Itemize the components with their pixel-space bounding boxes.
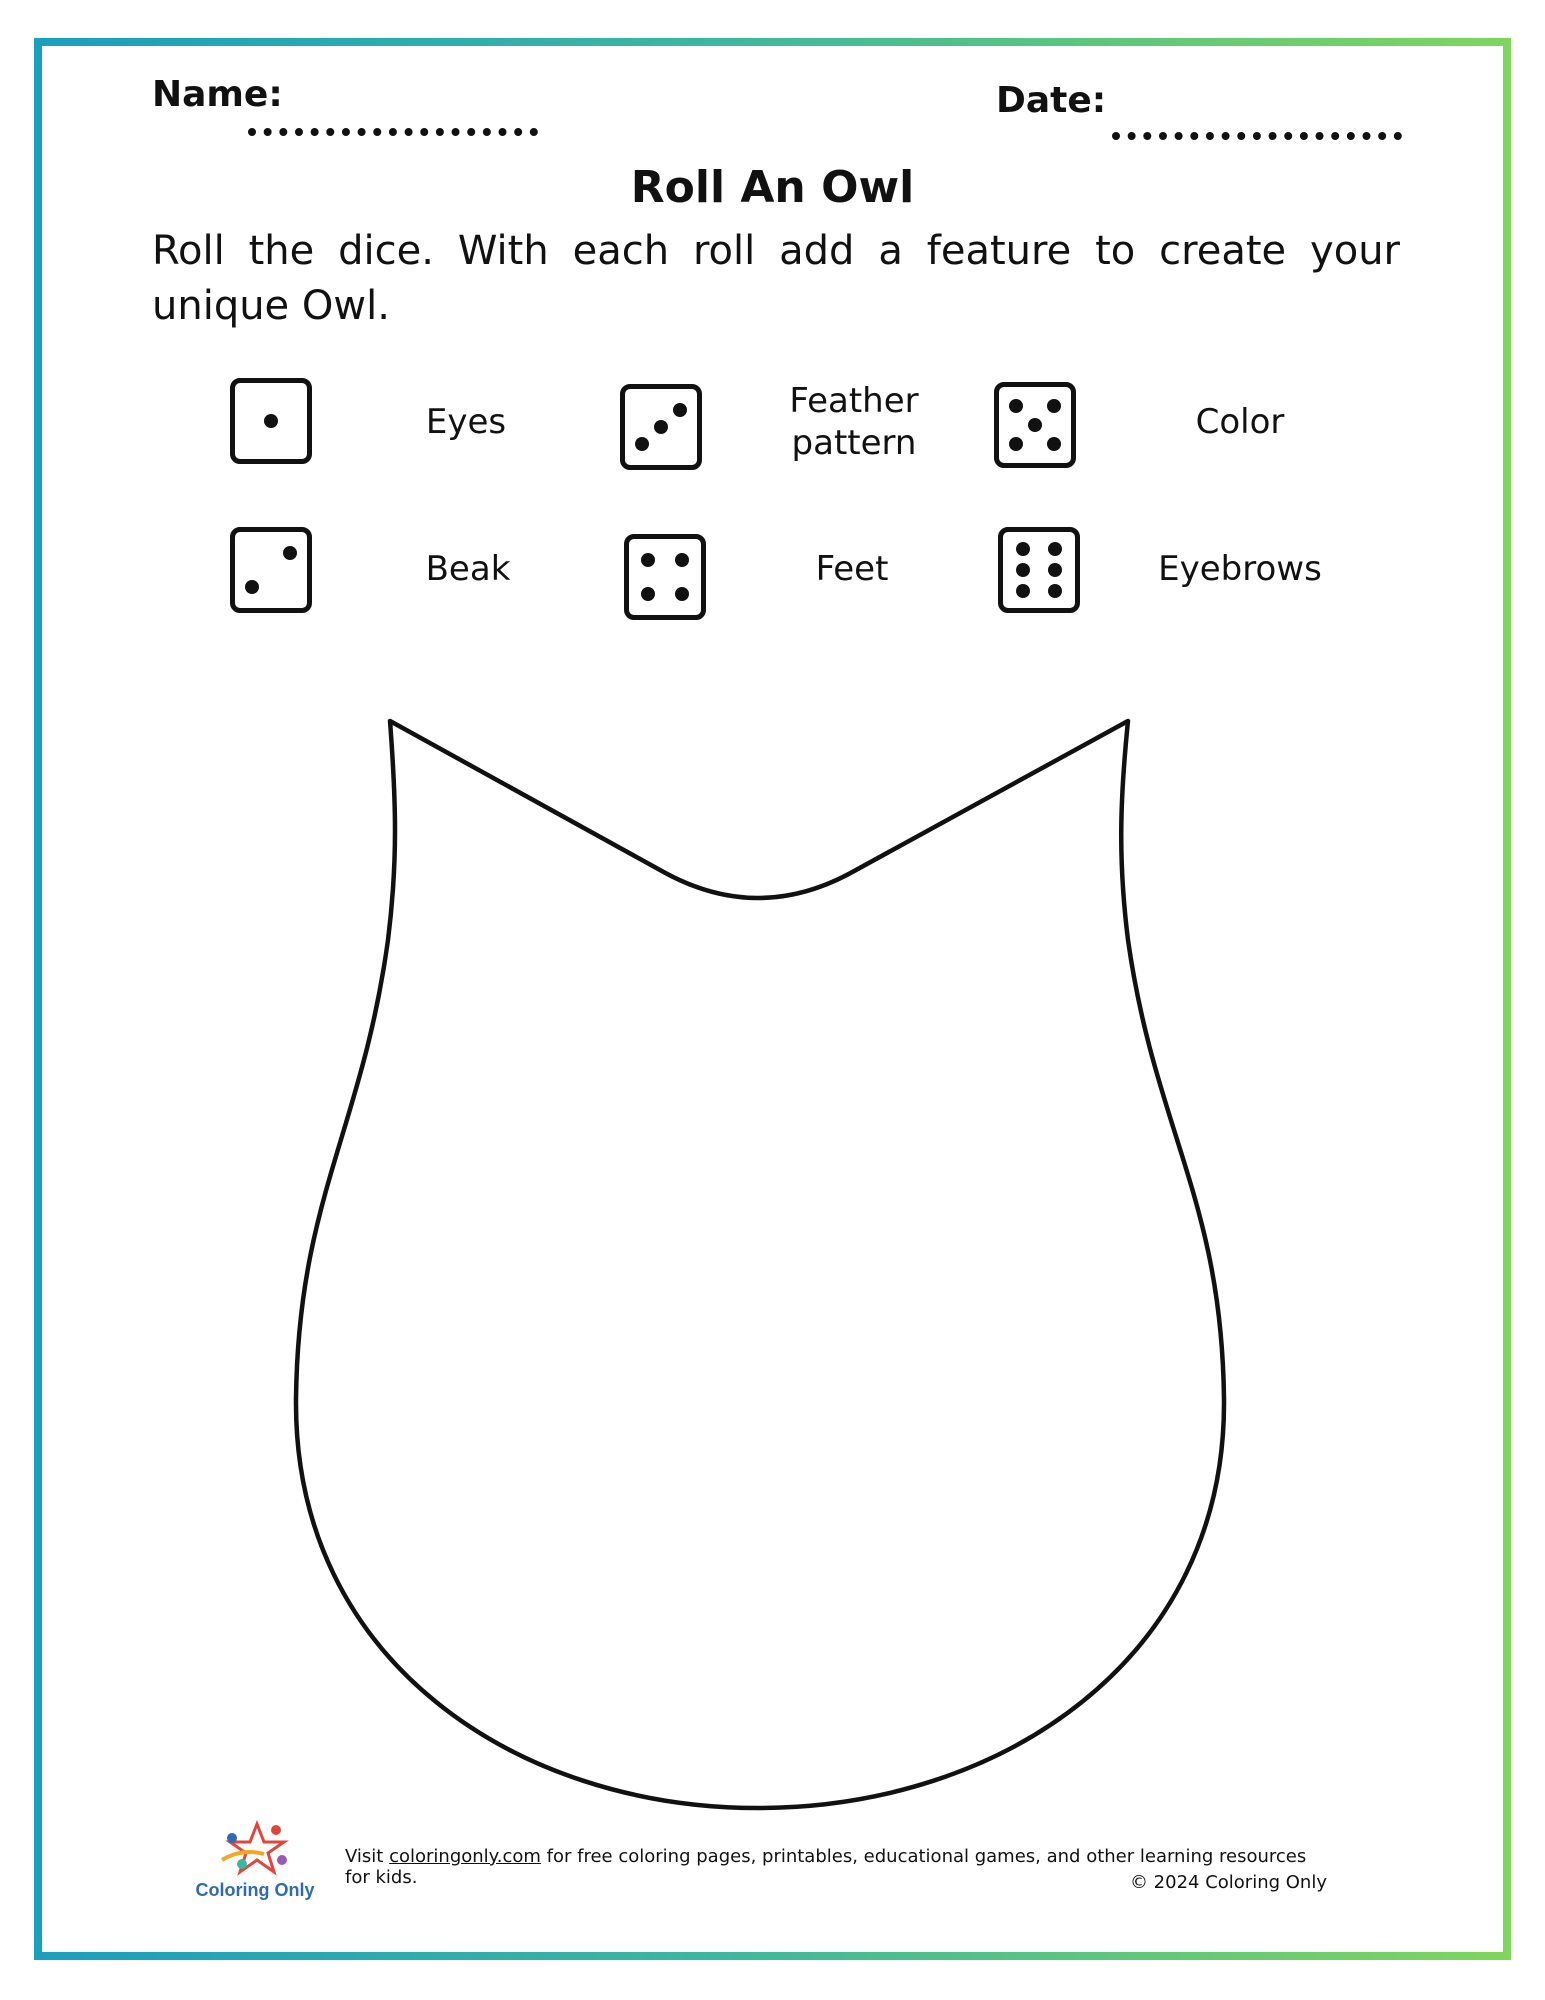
feature-feet: Feet — [815, 549, 889, 589]
name-label: Name: — [152, 74, 283, 115]
footer-visit-prefix: Visit — [345, 1846, 384, 1867]
logo-text: Coloring Only — [195, 1880, 315, 1900]
worksheet-title: Roll An Owl — [630, 162, 915, 213]
feature-eyebrows: Eyebrows — [1158, 549, 1322, 589]
footer-visit-suffix: for free coloring pages, printables, educational games, and other learning resources for kids. — [345, 1846, 1307, 1888]
footer-copyright: © 2024 Coloring Only — [1129, 1872, 1327, 1893]
feature-eyes: Eyes — [425, 402, 507, 442]
feature-color: Color — [1195, 402, 1285, 442]
footer-visit-line — [345, 1846, 1327, 1893]
date-label: Date: — [996, 80, 1107, 121]
instructions-text: Roll the dice. With each roll add a feature to create your unique Owl. — [152, 228, 1400, 329]
coloring-only-logo-icon — [212, 1820, 302, 1876]
feature-feather-pattern: Feather pattern — [789, 381, 919, 463]
footer-website-link[interactable]: coloringonly.com — [389, 1846, 541, 1867]
feature-beak: Beak — [425, 549, 511, 589]
